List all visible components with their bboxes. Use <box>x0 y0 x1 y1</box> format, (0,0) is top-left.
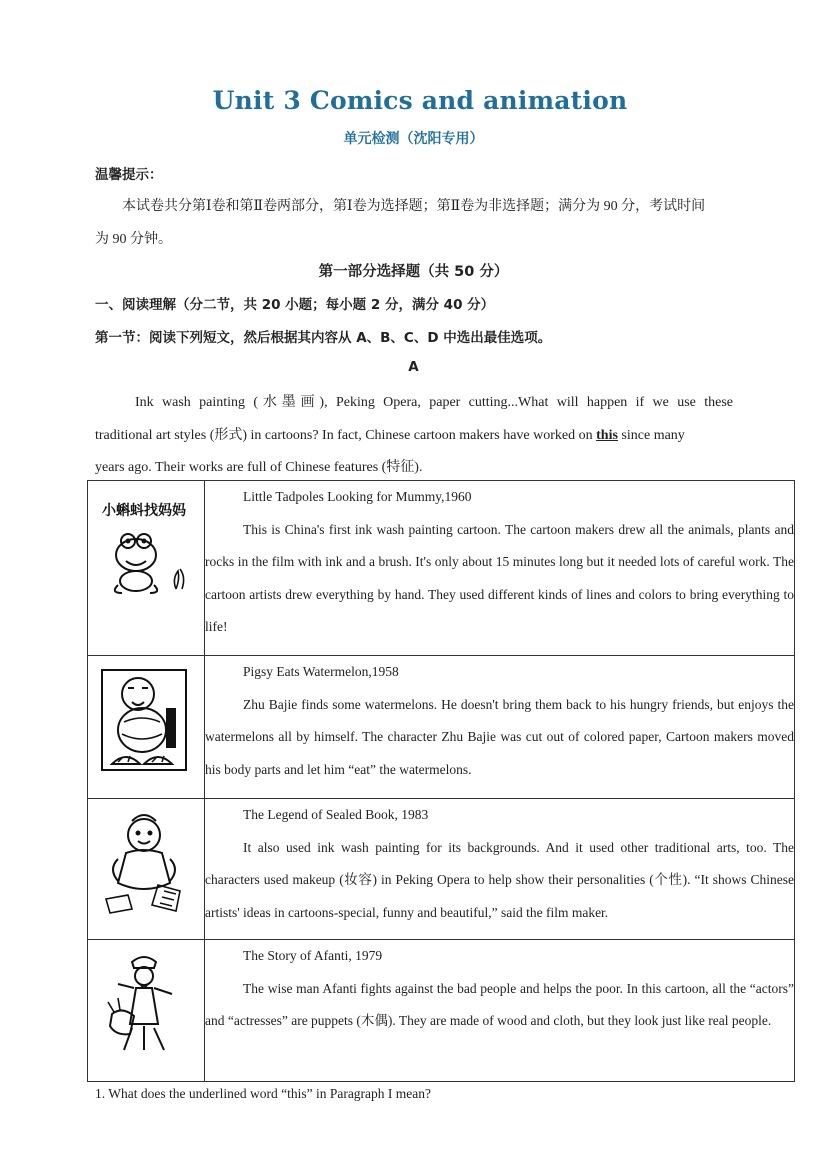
question-1: 1. What does the underlined word “this” in Paragraph I mean? <box>95 1086 432 1101</box>
pigsy-watermelon-illustration-icon <box>98 664 194 776</box>
notice-line-1: 本试卷共分第Ⅰ卷和第Ⅱ卷两部分，第Ⅰ卷为选择题；第Ⅱ卷为非选择题；满分为 90 分，考试时间 <box>122 199 706 214</box>
film-row <box>88 940 795 1082</box>
afanti-donkey-illustration-icon <box>98 948 194 1060</box>
film-title: Little Tadpoles Looking for Mummy,1960 <box>243 489 472 504</box>
film-image-cell <box>88 799 205 940</box>
film-image-text: 小蝌蚪找妈妈 <box>102 503 186 519</box>
film-image-cell <box>88 481 205 656</box>
notice-label: 温馨提示： <box>95 167 163 183</box>
sealed-book-boy-illustration-icon <box>98 807 194 919</box>
section-instruction: 第一节：阅读下列短文，然后根据其内容从 A、B、C、D 中选出最佳选项。 <box>95 330 552 346</box>
film-image-cell <box>88 656 205 799</box>
films-table <box>87 480 795 1082</box>
film-text-cell <box>205 481 795 656</box>
film-description: The wise man Afanti fights against the bad people and helps the poor. In this cartoon, all the “actors” and “actresses” are puppets (木偶). They are made of wood and cloth, but they look just like real people. <box>205 980 794 1028</box>
passage-intro-line-1: Ink wash painting (水墨画), Peking Opera, paper cutting...What will happen if we use these <box>135 395 733 410</box>
frog-tadpole-illustration-icon <box>98 489 194 599</box>
film-row <box>88 481 795 656</box>
film-image-cell <box>88 940 205 1082</box>
film-title: Pigsy Eats Watermelon,1958 <box>243 664 399 679</box>
section-heading: 一、阅读理解（分二节，共 20 小题；每小题 2 分，满分 40 分） <box>95 297 495 313</box>
film-title: The Legend of Sealed Book, 1983 <box>243 807 429 822</box>
passage-intro-line-2 <box>95 424 685 444</box>
film-description: This is China's first ink wash painting cartoon. The cartoon makers drew all the animals, plants and rocks in the film with ink and a brush. It's only about 15 minutes long but it needed lots of careful work. The cartoon artists drew everything by hand. They used different kinds of lines and colors to bring everything to life! <box>205 521 794 634</box>
intro-text-b: since many <box>617 428 685 443</box>
film-description: It also used ink wash painting for its backgrounds. And it used other traditional arts, too. The characters used makeup (妆容) in Peking Opera to help show their personalities (个性). “It shows Chinese artists' ideas in cartoons-special, funny and beautiful,” said the film maker. <box>205 839 794 920</box>
intro-text-a: traditional art styles (形式) in cartoons? In fact, Chinese cartoon makers have worked on <box>95 428 597 443</box>
part-heading: 第一部分选择题（共 50 分） <box>318 264 509 280</box>
film-text-cell <box>205 940 795 1082</box>
film-description: Zhu Bajie finds some watermelons. He doesn't bring them back to his hungry friends, but enjoys the watermelons all by himself. The character Zhu Bajie was cut out of colored paper, Cartoon makers moved his body parts and let him “eat” the watermelons. <box>205 696 794 777</box>
page-title: Unit 3 Comics and animation <box>212 86 628 115</box>
film-title: The Story of Afanti, 1979 <box>243 948 383 963</box>
film-text-cell <box>205 799 795 940</box>
underlined-word: this <box>596 428 618 443</box>
film-row <box>88 656 795 799</box>
passage-label: A <box>408 359 419 375</box>
film-row <box>88 799 795 940</box>
notice-line-2: 为 90 分钟。 <box>95 232 172 247</box>
film-text-cell <box>205 656 795 799</box>
page-subtitle: 单元检测（沈阳专用） <box>343 131 484 147</box>
passage-intro-line-3: years ago. Their works are full of Chinese features (特征). <box>95 460 423 475</box>
